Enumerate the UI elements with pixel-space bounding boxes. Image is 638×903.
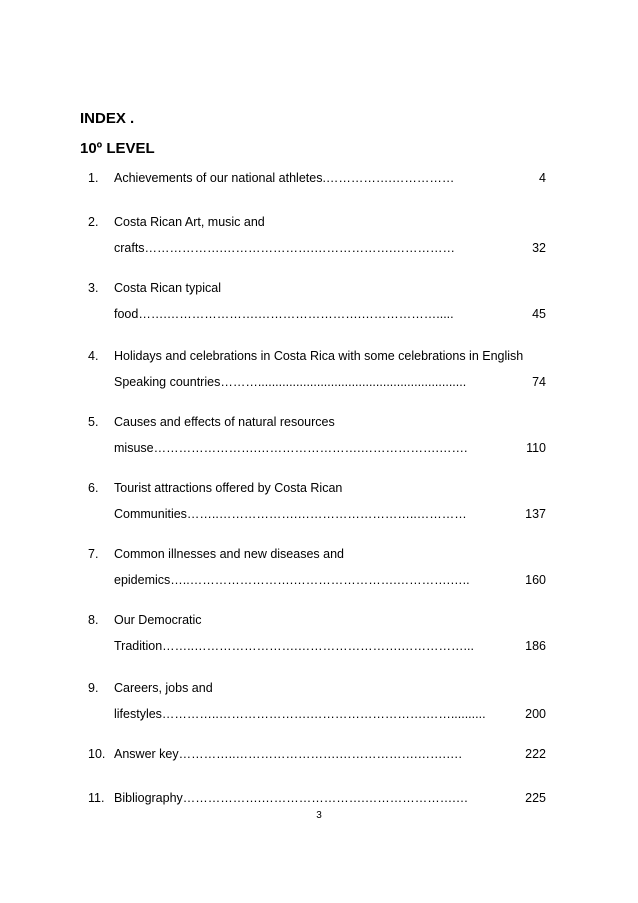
toc-entry-number: 11.	[88, 791, 105, 805]
toc-entry-text: epidemics…..…………………….…………………….………….…..	[114, 573, 470, 587]
toc-entry-text: Our Democratic	[114, 613, 202, 627]
toc-entry-number: 7.	[88, 547, 99, 561]
toc-entry-text: crafts……………….………………….……………….……………	[114, 241, 455, 255]
toc-entry-text: Answer key…………..…………………….……………….…….….	[114, 747, 462, 761]
toc-entry-page: 137	[525, 507, 546, 521]
toc-entry-page: 160	[525, 573, 546, 587]
toc-entry-text: food…….………………….…………………….……………….....	[114, 307, 454, 321]
toc-entry-text: Causes and effects of natural resources	[114, 415, 335, 429]
toc-entry-page: 186	[525, 639, 546, 653]
toc-entry-page: 4	[539, 171, 546, 185]
toc-entry-page: 225	[525, 791, 546, 805]
toc-entry-text: Common illnesses and new diseases and	[114, 547, 344, 561]
toc-entry-number: 4.	[88, 349, 99, 363]
toc-entry-number: 3.	[88, 281, 99, 295]
toc-entry-text: Tourist attractions offered by Costa Rican	[114, 481, 343, 495]
toc-entry-text: Tradition……..…………………….…………………….……………...	[114, 639, 474, 653]
toc-entry-text: Achievements of our national athletes.…………….……………	[114, 171, 455, 185]
toc-entry-number: 9.	[88, 681, 99, 695]
toc-entry-page: 200	[525, 707, 546, 721]
toc-entry-text: Costa Rican Art, music and	[114, 215, 265, 229]
toc-entry-text: misuse…………………….…………………….……………….…….	[114, 441, 468, 455]
toc-entry-page: 222	[525, 747, 546, 761]
toc-entry-number: 2.	[88, 215, 99, 229]
toc-entry-number: 1.	[88, 171, 99, 185]
toc-entry-text: Bibliography……………….…………………….………………….…	[114, 791, 469, 805]
toc-entry-text: lifestyles…………..………………….……………………….……..........	[114, 707, 486, 721]
toc-entry-page: 74	[532, 375, 546, 389]
toc-entry-page: 32	[532, 241, 546, 255]
toc-entry-text: Communities……..……………….………………………..…………	[114, 507, 467, 521]
page-number: 3	[316, 810, 322, 821]
toc-entry-page: 110	[526, 441, 546, 455]
toc-entry-text: Holidays and celebrations in Costa Rica with some celebrations in English	[114, 349, 524, 363]
toc-entry-number: 8.	[88, 613, 99, 627]
level-title: 10º LEVEL	[80, 140, 155, 157]
toc-entry-number: 10.	[88, 747, 106, 761]
toc-entry-text: Speaking countries………............................................................	[114, 375, 467, 389]
toc-entry-number: 6.	[88, 481, 99, 495]
toc-entry-text: Careers, jobs and	[114, 681, 213, 695]
toc-entry-number: 5.	[88, 415, 99, 429]
toc-entry-page: 45	[532, 307, 546, 321]
index-title: INDEX .	[80, 110, 135, 127]
toc-entry-text: Costa Rican typical	[114, 281, 221, 295]
